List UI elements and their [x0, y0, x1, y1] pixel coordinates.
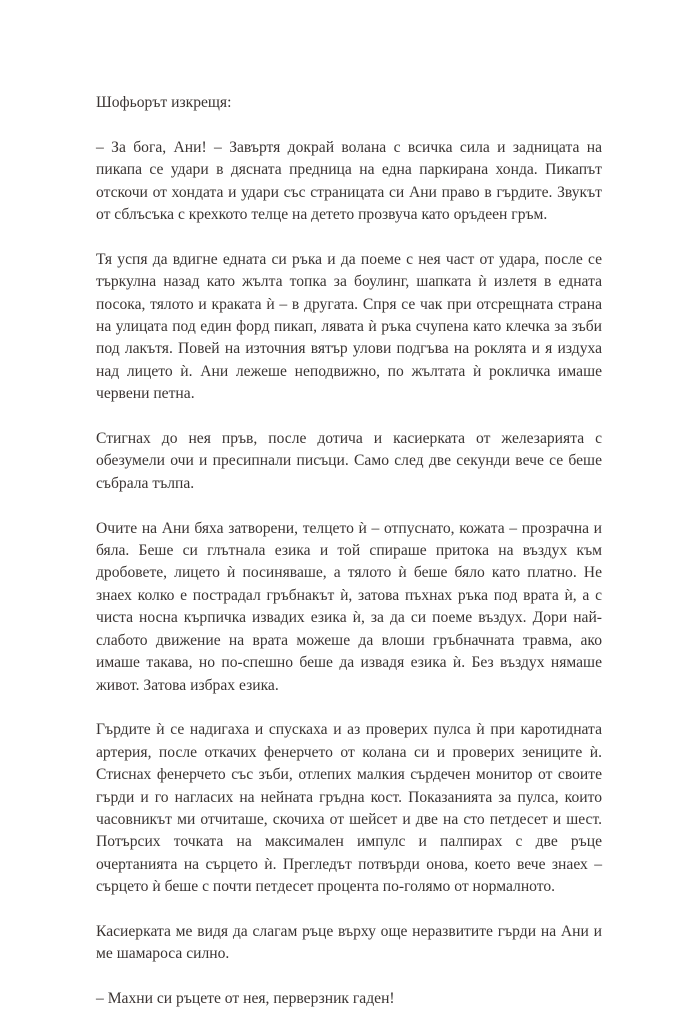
paragraph: – За бога, Ани! – Завъртя докрай волана с всичка сила и задницата на пикапа се удари в дясната предница на една паркирана хонда. Пикапът отскочи от хондата и удари със страницата си Ани право в гърдите. Звукът от сблъсъка с крехкото телце на детето прозвуча като оръдеен гръм. [96, 138, 602, 224]
paragraph: Касиерката ме видя да слагам ръце върху още неразвитите гърди на Ани и ме шамароса силно. [96, 922, 602, 963]
paragraph: Тя успя да вдигне едната си ръка и да поеме с нея част от удара, после се търкулна назад като жълта топка за боулинг, шапката ѝ излетя в едната посока, тялото и краката ѝ – в другата. Спря се чак при отсрещната страна на улицата под един форд пикап, лявата ѝ ръка счупена като клечка за зъби под лакътя. Повей на източния вятър улови подгъва на роклята и я издуха над лицето ѝ. Ани лежеше неподвижно, по жълтата ѝ рокличка имаше червени петна. [96, 250, 602, 403]
paragraph: Гърдите ѝ се надигаха и спускаха и аз проверих пулса ѝ при каротидната артерия, после откачих фенерчето от колана си и проверих зениците ѝ. Стиснах фенерчето със зъби, отлепих малкия сърдечен монитор от своите гърди и го нагласих на нейната гръдна кост. Показанията за пулса, които часовникът ми отчиташе, скочиха от шейсет и две на сто петдесет и шест. Потърсих точката на максимален импулс и палпирах с две ръце очертанията на сърцето ѝ. Прегледът потвърди онова, което вече знаех – сърцето ѝ беше с почти петдесет процента по-голямо от нормалното. [96, 721, 602, 896]
paragraph: – Махни си ръцете от нея, перверзник гаден! [96, 990, 395, 1008]
paragraph: Стигнах до нея пръв, после дотича и касиерката от железарията с обезумели очи и пресипнали писъци. Само след две секунди вече се беше събрала тълпа. [96, 430, 602, 492]
body-text [96, 92, 602, 1011]
paragraph: Шофьорът изкрещя: [96, 94, 232, 111]
paragraph: Очите на Ани бяха затворени, телцето ѝ – отпуснато, кожата – прозрачна и бяла. Беше си глътнала езика и той спираше притока на въздух към дробовете, лицето ѝ посиняваше, а тялото ѝ беше бяло като платно. Не знаех колко е пострадал гръбнакът ѝ, затова пъхнах ръка под врата ѝ, а с чиста носна кърпичка извадих езика ѝ, за да си поеме въздух. Дори най-слабото движение на врата можеше да влоши гръбначната травма, ако имаше такава, но по-спешно беше да извадя езика ѝ. Без въздух нямаше живот. Затова избрах езика. [96, 519, 602, 694]
